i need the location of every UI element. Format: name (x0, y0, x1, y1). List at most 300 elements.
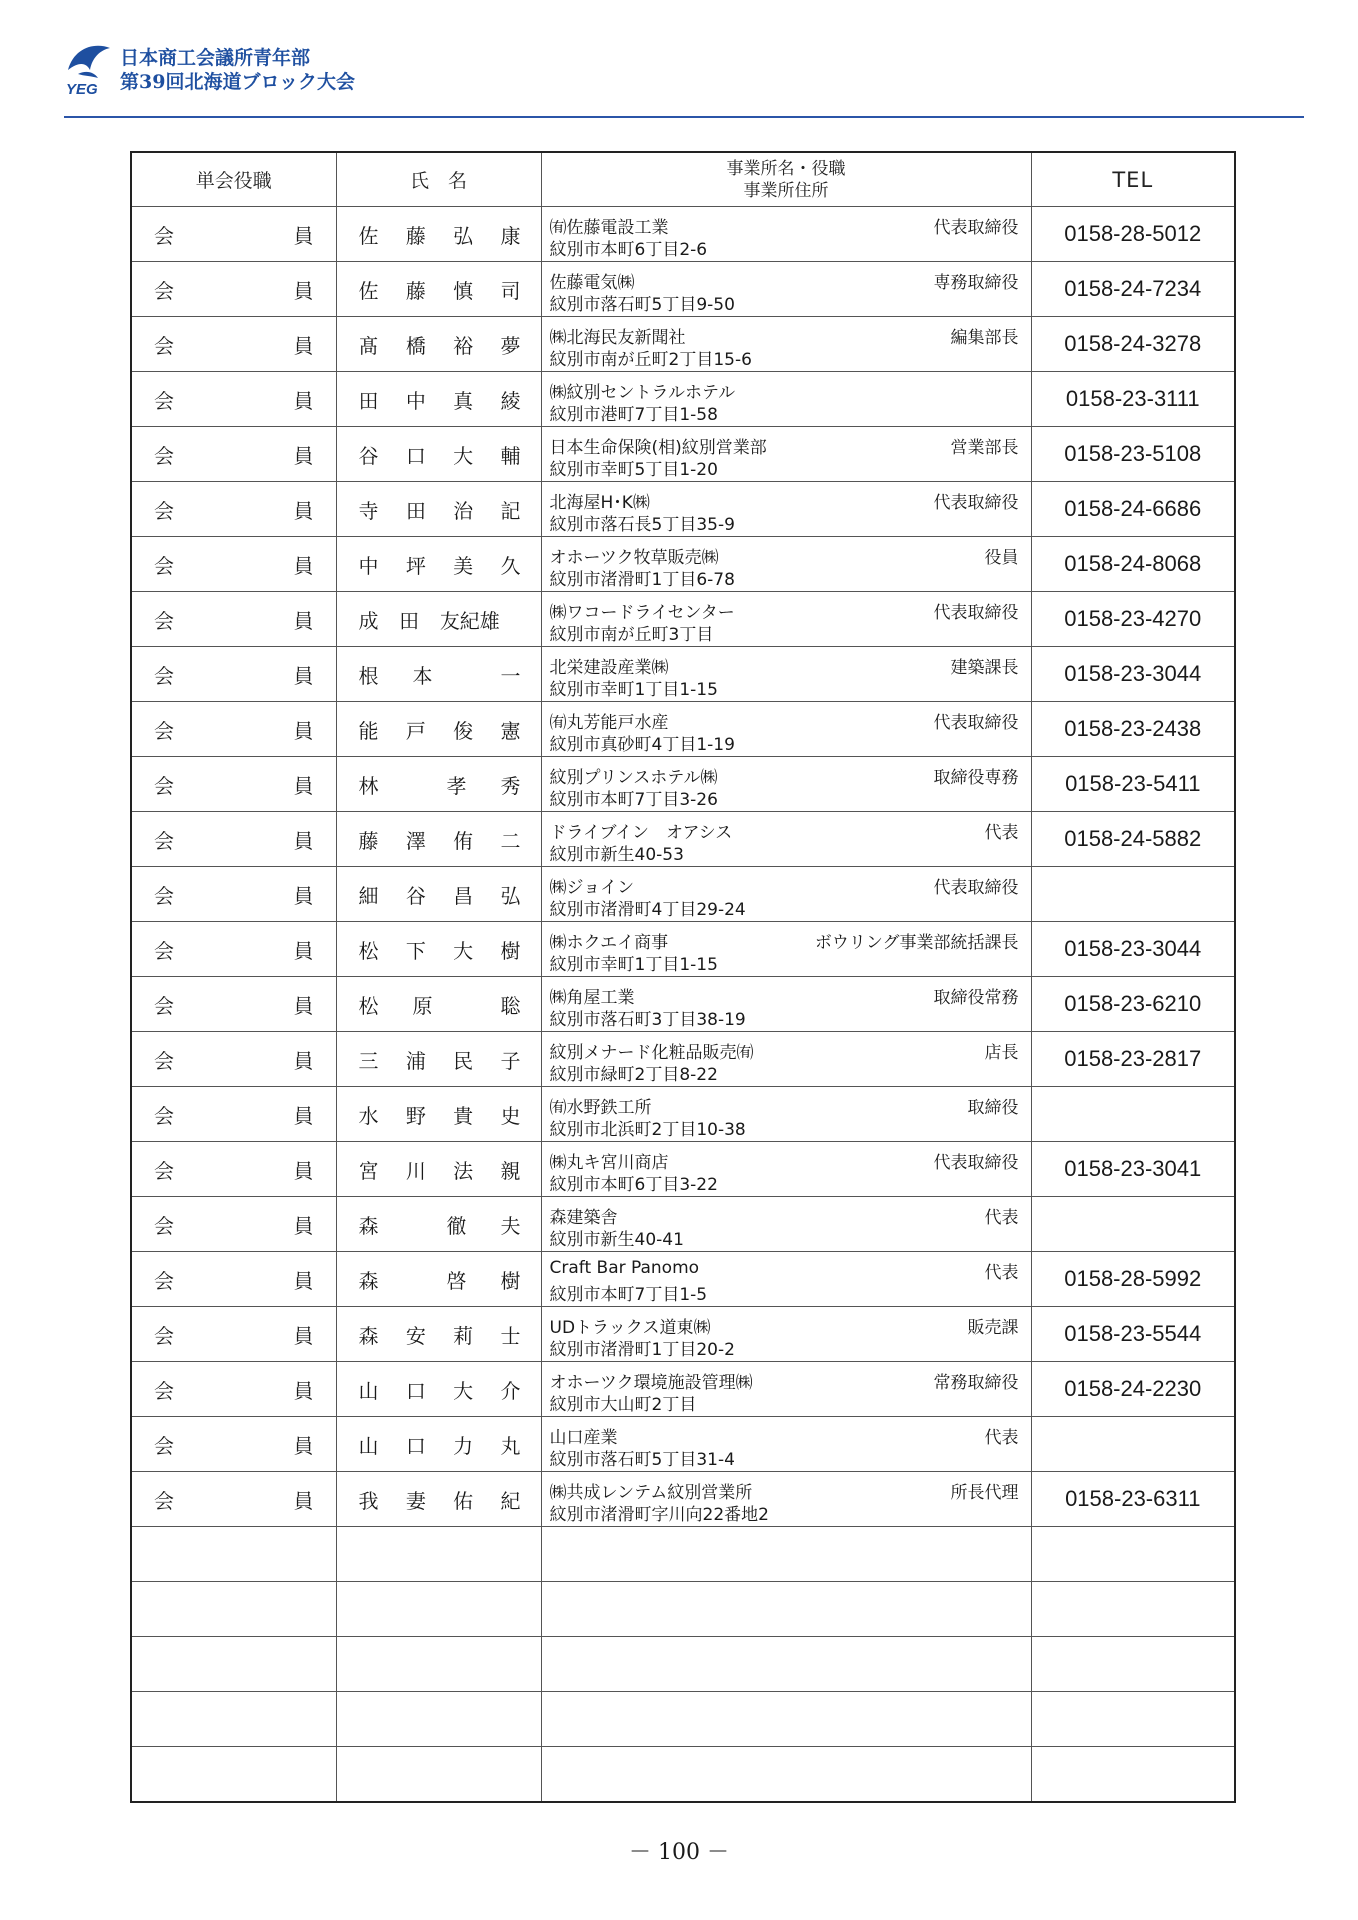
job-position: 代表取締役 (933, 603, 1019, 623)
name-cell (336, 207, 541, 262)
office-address: 紋別市落石町3丁目38-19 (549, 1010, 746, 1030)
role-cell (131, 1032, 336, 1087)
office-info (542, 1142, 1031, 1196)
tel-cell: 0158-24-7234 (1031, 262, 1235, 317)
name-char: 田 (358, 388, 379, 413)
office-cell (541, 702, 1031, 757)
company-name: 紋別プリンスホテル㈱ (549, 768, 718, 788)
job-position: 店長 (984, 1043, 1019, 1063)
office-cell (541, 757, 1031, 812)
name-char: 田 (405, 498, 426, 523)
header-office-line-2: 事業所住所 (743, 180, 829, 201)
office-info (542, 1417, 1031, 1471)
office-info (542, 647, 1031, 701)
table-row (131, 207, 1235, 262)
name-char: 民 (453, 1048, 474, 1073)
tel-cell (1031, 1197, 1235, 1252)
role-char: 会 (154, 1488, 174, 1513)
member-name (337, 990, 541, 1019)
name-char: 樹 (500, 938, 521, 963)
table-row (131, 482, 1235, 537)
name-cell (336, 427, 541, 482)
member-name (337, 935, 541, 964)
role-cell (131, 977, 336, 1032)
member-name (337, 1485, 541, 1514)
office-info (542, 867, 1031, 921)
office-info (542, 922, 1031, 976)
name-char: 丸 (500, 1433, 521, 1458)
name-char: 昌 (453, 883, 474, 908)
role-cell (131, 427, 336, 482)
job-position: 専務取締役 (933, 273, 1019, 293)
company-name: 日本生命保険(相)紋別営業部 (549, 438, 767, 458)
name-char: 藤 (405, 278, 426, 303)
tel-cell (1031, 1087, 1235, 1142)
role-text (132, 1100, 336, 1129)
job-position: 代表取締役 (933, 878, 1019, 898)
empty-cell (336, 1637, 541, 1692)
name-char: 下 (405, 938, 426, 963)
header-rule (64, 116, 1304, 118)
role-text (132, 660, 336, 689)
office-address: 紋別市落石町5丁目9-50 (549, 295, 735, 315)
company-name: 森建築舎 (549, 1208, 618, 1228)
name-char: 莉 (453, 1323, 474, 1348)
office-cell (541, 867, 1031, 922)
member-name (337, 1265, 541, 1294)
tel-cell: 0158-23-5544 (1031, 1307, 1235, 1362)
member-name (337, 550, 541, 579)
name-char: 法 (453, 1158, 474, 1183)
name-char: 我 (358, 1488, 379, 1513)
office-cell (541, 427, 1031, 482)
name-char: 俊 (453, 718, 474, 743)
role-char: 員 (293, 993, 314, 1018)
office-info (542, 427, 1031, 481)
role-char: 会 (154, 1323, 174, 1348)
name-char: 佐 (358, 223, 379, 248)
role-text (132, 550, 336, 579)
role-char: 員 (293, 718, 314, 743)
name-char: 寺 (358, 498, 379, 523)
table-row (131, 537, 1235, 592)
role-char: 員 (293, 773, 314, 798)
role-char: 員 (293, 498, 314, 523)
name-cell (336, 757, 541, 812)
name-char: 藤 (405, 223, 426, 248)
member-table (130, 151, 1236, 1803)
org-line-1: 日本商工会議所青年部 (120, 47, 311, 69)
role-char: 会 (154, 1048, 174, 1073)
name-char: 久 (500, 553, 521, 578)
office-address: 紋別市幸町1丁目1-15 (549, 680, 718, 700)
empty-cell (336, 1527, 541, 1582)
office-info (542, 812, 1031, 866)
table-row (131, 1417, 1235, 1472)
name-char: 大 (453, 1378, 474, 1403)
role-cell (131, 592, 336, 647)
role-char: 会 (154, 608, 174, 633)
name-char: 髙 (358, 333, 379, 358)
name-char: 貴 (453, 1103, 474, 1128)
name-char: 夢 (500, 333, 521, 358)
office-info (542, 1362, 1031, 1416)
role-char: 員 (293, 883, 314, 908)
name-char: 慎 (453, 278, 474, 303)
member-name (337, 220, 541, 249)
company-name: ㈲水野鉄工所 (549, 1098, 652, 1118)
company-name: オホーツク環境施設管理㈱ (549, 1373, 753, 1393)
job-position: 取締役常務 (933, 988, 1019, 1008)
tel-cell: 0158-24-8068 (1031, 537, 1235, 592)
office-cell (541, 1472, 1031, 1527)
name-char: 子 (500, 1048, 521, 1073)
tel-cell: 0158-23-3111 (1031, 372, 1235, 427)
office-address: 紋別市本町6丁目2-6 (549, 240, 708, 260)
name-cell (336, 977, 541, 1032)
office-info (542, 537, 1031, 591)
svg-text:YEG: YEG (66, 81, 98, 98)
office-cell (541, 592, 1031, 647)
empty-cell (1031, 1582, 1235, 1637)
tel-cell: 0158-28-5012 (1031, 207, 1235, 262)
yeg-logo-icon (64, 40, 116, 98)
job-position: 所長代理 (950, 1483, 1019, 1503)
name-char: 綾 (500, 388, 521, 413)
office-info (542, 977, 1031, 1031)
tel-cell: 0158-23-3044 (1031, 647, 1235, 702)
job-position: 代表 (984, 1208, 1019, 1228)
table-header-row (131, 152, 1235, 207)
name-char: 本 (412, 663, 433, 688)
name-char: 戸 (405, 718, 426, 743)
role-char: 会 (154, 278, 174, 303)
name-cell (336, 1307, 541, 1362)
empty-cell (336, 1747, 541, 1803)
office-info (542, 482, 1031, 536)
table-row (131, 427, 1235, 482)
role-text (132, 1210, 336, 1239)
name-char: 弘 (500, 883, 521, 908)
company-name: ㈱共成レンテム紋別営業所 (549, 1483, 753, 1503)
name-char: 紀 (500, 1488, 521, 1513)
job-position: 代表取締役 (933, 1153, 1019, 1173)
office-cell (541, 482, 1031, 537)
office-address: 紋別市幸町5丁目1-20 (549, 460, 718, 480)
table-row (131, 1142, 1235, 1197)
role-char: 員 (293, 938, 314, 963)
tel-cell: 0158-24-3278 (1031, 317, 1235, 372)
office-cell (541, 977, 1031, 1032)
role-char: 会 (154, 553, 174, 578)
role-char: 員 (293, 663, 314, 688)
office-info (542, 262, 1031, 316)
role-cell (131, 537, 336, 592)
role-text (132, 825, 336, 854)
company-name: ㈱ジョイン (549, 878, 635, 898)
role-char: 員 (293, 1378, 314, 1403)
role-char: 会 (154, 663, 174, 688)
name-cell (336, 1362, 541, 1417)
name-char: 原 (412, 993, 433, 1018)
empty-cell (1031, 1692, 1235, 1747)
name-char: 藤 (358, 828, 379, 853)
job-position: 取締役 (967, 1098, 1019, 1118)
office-info (542, 757, 1031, 811)
tel-cell: 0158-24-2230 (1031, 1362, 1235, 1417)
role-text (132, 1430, 336, 1459)
office-address: 紋別市本町7丁目3-26 (549, 790, 718, 810)
name-char: 田 (399, 608, 420, 633)
table-row (131, 317, 1235, 372)
header-role: 単会役職 (131, 152, 336, 207)
office-cell (541, 1087, 1031, 1142)
name-char: 真 (453, 388, 474, 413)
role-text (132, 715, 336, 744)
role-text (132, 1485, 336, 1514)
role-text (132, 330, 336, 359)
member-name (337, 385, 541, 414)
name-char: 啓 (446, 1268, 467, 1293)
role-cell (131, 867, 336, 922)
role-text (132, 1320, 336, 1349)
name-char: 二 (500, 828, 521, 853)
name-char: 川 (405, 1158, 426, 1183)
office-cell (541, 262, 1031, 317)
name-char: 口 (405, 1433, 426, 1458)
member-name (337, 660, 541, 689)
header-tel: TEL (1031, 152, 1235, 207)
name-char: 司 (500, 278, 521, 303)
role-cell (131, 647, 336, 702)
role-char: 会 (154, 1378, 174, 1403)
tel-cell (1031, 867, 1235, 922)
name-char: 樹 (500, 1268, 521, 1293)
role-char: 会 (154, 1268, 174, 1293)
empty-row (131, 1527, 1235, 1582)
name-cell (336, 592, 541, 647)
table-row (131, 1307, 1235, 1362)
company-name: Craft Bar Panomo (549, 1258, 700, 1278)
role-char: 会 (154, 938, 174, 963)
role-char: 会 (154, 443, 174, 468)
job-position: ボウリング事業部統括課長 (814, 933, 1019, 953)
tel-cell: 0158-24-6686 (1031, 482, 1235, 537)
office-cell (541, 317, 1031, 372)
empty-row (131, 1747, 1235, 1803)
office-cell (541, 1417, 1031, 1472)
name-cell (336, 812, 541, 867)
name-char: 野 (405, 1103, 426, 1128)
role-text (132, 1265, 336, 1294)
name-cell (336, 1417, 541, 1472)
member-name (337, 275, 541, 304)
role-cell (131, 482, 336, 537)
name-cell (336, 1197, 541, 1252)
member-name (337, 1045, 541, 1074)
empty-cell (541, 1747, 1031, 1803)
role-char: 会 (154, 223, 174, 248)
header-name: 氏 名 (336, 152, 541, 207)
office-address: 紋別市真砂町4丁目1-19 (549, 735, 735, 755)
name-char: 中 (405, 388, 426, 413)
office-address: 紋別市渚滑町1丁目6-78 (549, 570, 735, 590)
role-char: 員 (293, 1268, 314, 1293)
name-char: 能 (358, 718, 379, 743)
office-info (542, 372, 1031, 426)
role-char: 会 (154, 1158, 174, 1183)
company-name: ㈲佐藤電設工業 (549, 218, 669, 238)
empty-cell (131, 1527, 336, 1582)
company-name: ㈱ワコードライセンター (549, 603, 735, 623)
office-info (542, 702, 1031, 756)
role-char: 員 (293, 1048, 314, 1073)
role-text (132, 385, 336, 414)
role-text (132, 495, 336, 524)
role-text (132, 1155, 336, 1184)
name-char: 坪 (405, 553, 426, 578)
name-char: 細 (358, 883, 379, 908)
role-cell (131, 922, 336, 977)
table-row (131, 1362, 1235, 1417)
empty-cell (1031, 1637, 1235, 1692)
job-position: 代表 (984, 1428, 1019, 1448)
office-info (542, 207, 1031, 261)
company-name: ㈱北海民友新聞社 (549, 328, 686, 348)
office-info (542, 1197, 1031, 1251)
role-char: 会 (154, 773, 174, 798)
office-address: 紋別市新生40-53 (549, 845, 684, 865)
tel-cell: 0158-28-5992 (1031, 1252, 1235, 1307)
name-cell (336, 922, 541, 977)
name-char: 根 (358, 663, 379, 688)
role-cell (131, 372, 336, 427)
name-char: 康 (500, 223, 521, 248)
name-cell (336, 1032, 541, 1087)
empty-cell (131, 1582, 336, 1637)
office-address: 紋別市落石長5丁目35-9 (549, 515, 735, 535)
role-char: 員 (293, 443, 314, 468)
empty-cell (541, 1582, 1031, 1637)
member-name (337, 1430, 541, 1459)
name-cell (336, 1087, 541, 1142)
header-office (541, 152, 1031, 207)
office-cell (541, 1142, 1031, 1197)
company-name: ㈱角屋工業 (549, 988, 635, 1008)
office-info (542, 1032, 1031, 1086)
member-name (337, 1100, 541, 1129)
table-row (131, 592, 1235, 647)
tel-cell (1031, 1417, 1235, 1472)
office-cell (541, 537, 1031, 592)
name-char: 森 (358, 1268, 379, 1293)
job-position: 代表取締役 (933, 493, 1019, 513)
table-row (131, 262, 1235, 317)
job-position: 営業部長 (950, 438, 1019, 458)
role-char: 員 (293, 1158, 314, 1183)
role-char: 会 (154, 828, 174, 853)
office-address: 紋別市渚滑町4丁目29-24 (549, 900, 746, 920)
company-name: 山口産業 (549, 1428, 618, 1448)
office-address: 紋別市北浜町2丁目10-38 (549, 1120, 746, 1140)
office-info (542, 1087, 1031, 1141)
office-cell (541, 1252, 1031, 1307)
table-row (131, 757, 1235, 812)
office-address: 紋別市渚滑町字川向22番地2 (549, 1505, 769, 1525)
role-text (132, 1045, 336, 1074)
name-char: 力 (453, 1433, 474, 1458)
member-name (337, 1155, 541, 1184)
role-cell (131, 1362, 336, 1417)
name-char: 中 (358, 553, 379, 578)
office-info (542, 592, 1031, 646)
role-char: 員 (293, 1213, 314, 1238)
empty-cell (1031, 1527, 1235, 1582)
company-name: ドライブイン オアシス (549, 823, 733, 843)
role-char: 会 (154, 993, 174, 1018)
company-name: 紋別メナード化粧品販売㈲ (549, 1043, 754, 1063)
name-cell (336, 1252, 541, 1307)
name-char: 侑 (453, 828, 474, 853)
role-cell (131, 262, 336, 317)
role-cell (131, 812, 336, 867)
role-char: 会 (154, 1213, 174, 1238)
name-char: 憲 (500, 718, 521, 743)
tel-cell: 0158-24-5882 (1031, 812, 1235, 867)
company-name: オホーツク牧草販売㈱ (549, 548, 719, 568)
office-address: 紋別市南が丘町3丁目 (549, 625, 714, 645)
role-char: 員 (293, 1103, 314, 1128)
role-cell (131, 757, 336, 812)
name-char: 親 (500, 1158, 521, 1183)
job-position: 販売課 (967, 1318, 1019, 1338)
role-char: 会 (154, 498, 174, 523)
tel-cell: 0158-23-5108 (1031, 427, 1235, 482)
member-name (337, 1375, 541, 1404)
member-name (337, 495, 541, 524)
office-address: 紋別市本町7丁目1-5 (549, 1285, 708, 1305)
name-char: 山 (358, 1433, 379, 1458)
empty-cell (541, 1527, 1031, 1582)
page-header (64, 40, 1304, 100)
role-char: 員 (293, 553, 314, 578)
name-cell (336, 372, 541, 427)
tel-cell: 0158-23-3044 (1031, 922, 1235, 977)
office-cell (541, 647, 1031, 702)
name-char: 口 (405, 1378, 426, 1403)
role-char: 会 (154, 333, 174, 358)
name-cell (336, 317, 541, 372)
office-address: 紋別市落石町5丁目31-4 (549, 1450, 735, 1470)
name-char: 史 (500, 1103, 521, 1128)
name-char: 記 (500, 498, 521, 523)
office-address: 紋別市幸町1丁目1-15 (549, 955, 718, 975)
name-char: 橋 (405, 333, 426, 358)
name-char: 林 (358, 773, 379, 798)
empty-row (131, 1692, 1235, 1747)
role-cell (131, 1472, 336, 1527)
table-row (131, 372, 1235, 427)
role-cell (131, 1252, 336, 1307)
name-char: 徹 (446, 1213, 467, 1238)
tel-cell: 0158-23-2817 (1031, 1032, 1235, 1087)
name-cell (336, 1142, 541, 1197)
job-position: 常務取締役 (933, 1373, 1019, 1393)
name-char: 澤 (405, 828, 426, 853)
member-name (337, 330, 541, 359)
table-row (131, 922, 1235, 977)
name-char: 大 (453, 938, 474, 963)
